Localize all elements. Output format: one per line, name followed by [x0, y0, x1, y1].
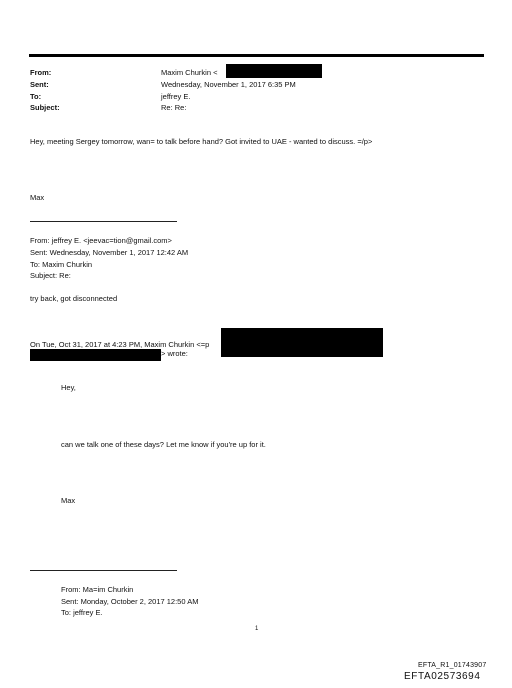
quote-message: can we talk one of these days? Let me know if you're up for it. [61, 440, 266, 449]
footer-id-2: EFTA02573694 [404, 671, 481, 682]
reply-to: To: Maxim Churkin [30, 260, 93, 269]
redaction-box [30, 349, 161, 361]
sent-label: Sent: [30, 80, 49, 89]
redaction-box [226, 64, 322, 78]
to-label: To: [30, 92, 42, 101]
reply2-to: To: jeffrey E. [61, 608, 103, 617]
reply-message: try back, got disconnected [30, 294, 118, 303]
separator-rule [30, 221, 177, 222]
signature: Max [30, 193, 45, 202]
redaction-box [221, 328, 383, 357]
page-number: 1 [255, 626, 259, 632]
reply-sent: Sent: Wednesday, November 1, 2017 12:42 AM [30, 248, 189, 257]
footer-id-1: EFTA_R1_01743907 [418, 662, 487, 669]
quote-signature: Max [61, 496, 76, 505]
sent-value: Wednesday, November 1, 2017 6:35 PM [161, 80, 296, 89]
header-rule [29, 54, 484, 57]
subject-label: Subject: [30, 103, 60, 112]
reply-subject: Subject: Re: [30, 271, 71, 280]
separator-rule [30, 570, 177, 571]
quote-line-1: On Tue, Oct 31, 2017 at 4:23 PM, Maxim Churkin <=p [30, 340, 210, 349]
from-value: Maxim Churkin < [161, 68, 218, 77]
subject-value: Re: Re: [161, 103, 187, 112]
quote-line-2: > wrote: [161, 349, 188, 358]
reply2-from: From: Ma=im Churkin [61, 585, 134, 594]
quote-greeting: Hey, [61, 383, 76, 392]
to-value: jeffrey E. [161, 92, 191, 101]
message-body: Hey, meeting Sergey tomorrow, wan= to talk before hand? Got invited to UAE - wanted to discuss. =/p> [30, 137, 373, 146]
reply2-sent: Sent: Monday, October 2, 2017 12:50 AM [61, 597, 199, 606]
reply-from: From: jeffrey E. <jeevac=tion@gmail.com> [30, 236, 172, 245]
from-label: From: [30, 68, 52, 77]
